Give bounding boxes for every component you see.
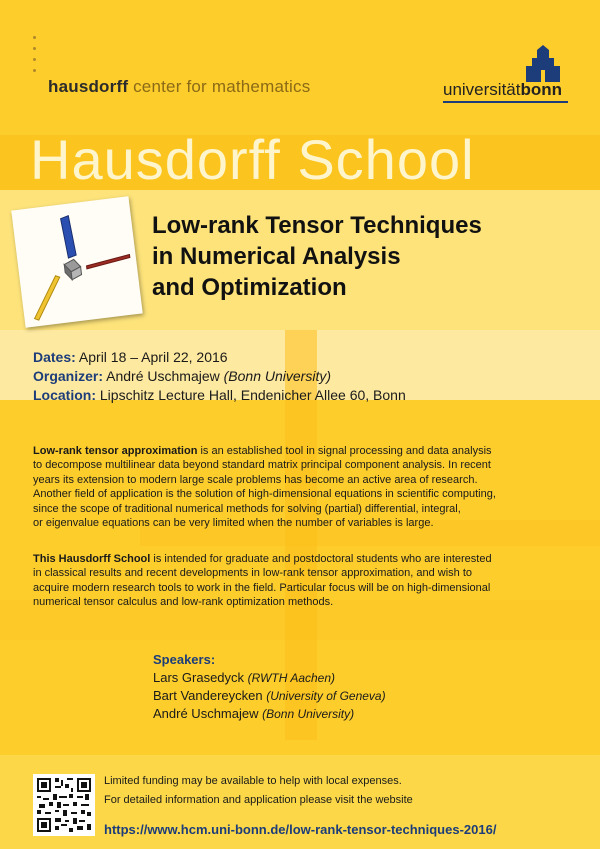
paragraph-line: since the scope of traditional numerical methods for solving (partial) differential, integral, [33, 502, 461, 515]
dates-row [33, 348, 406, 367]
uni-logo-underline [443, 101, 568, 103]
speaker-item [153, 669, 386, 687]
location-value: Lipschitz Lecture Hall, Endenicher Allee 60, Bonn [96, 387, 406, 403]
dates-label: Dates: [33, 349, 76, 365]
speaker-item [153, 705, 386, 723]
event-title-line: and Optimization [152, 274, 347, 301]
hcm-logo-rest: center for mathematics [128, 77, 311, 96]
organizer-row [33, 367, 406, 386]
location-label: Location: [33, 387, 96, 403]
tensor-decomposition-icon [11, 196, 143, 328]
organizer-affiliation: (Bonn University) [223, 368, 331, 384]
speakers-list [153, 651, 386, 723]
speaker-affiliation: (Bonn University) [262, 707, 355, 721]
event-title-line: Low-rank Tensor Techniques [152, 212, 482, 239]
event-title-line: in Numerical Analysis [152, 243, 401, 270]
description-paragraph-2 [33, 552, 578, 610]
paragraph-bold: Low-rank tensor approximation [33, 445, 198, 457]
paragraph-line: in classical results and recent developments in low-rank tensor approximation, and wish to [33, 567, 472, 580]
hcm-logo-bold: hausdorff [48, 77, 129, 96]
organizer-label: Organizer: [33, 368, 104, 384]
qr-code-icon[interactable] [33, 774, 95, 836]
paragraph-line: to decompose multilinear data beyond standard matrix principal component analysis. In recent [33, 459, 491, 472]
tensor-illustration [11, 196, 143, 328]
paragraph-line: or eigenvalue equations can be very limited when the number of variables is large. [33, 517, 434, 530]
funding-line: Limited funding may be available to help with local expenses. [104, 775, 402, 787]
speaker-name: André Uschmajew [153, 706, 263, 721]
funding-note [104, 772, 413, 810]
event-info [33, 348, 406, 405]
hcm-logo [48, 77, 310, 97]
paragraph-line: acquire modern research tools to work in the field. Particular focus will be on high-dimensional [33, 581, 491, 594]
uni-bonn: bonn [520, 80, 563, 99]
paragraph-line: numerical tensor calculus and low-rank optimization methods. [33, 596, 334, 609]
dates-value: April 18 – April 22, 2016 [75, 349, 228, 365]
uni-prefix: universität [443, 80, 521, 99]
dotted-line-decoration [33, 36, 37, 80]
location-row [33, 386, 406, 405]
paragraph-bold: This Hausdorff School [33, 553, 151, 565]
speaker-name: Lars Grasedyck [153, 670, 248, 685]
university-bonn-logo [443, 80, 562, 100]
event-title [152, 210, 482, 303]
speakers-label: Speakers: [153, 652, 216, 667]
paragraph-line: is intended for graduate and postdoctoral students who are interested [150, 553, 492, 565]
paragraph-line: is an established tool in signal processing and data analysis [197, 445, 492, 457]
speaker-name: Bart Vandereycken [153, 688, 267, 703]
organizer-name: André Uschmajew [103, 368, 224, 384]
description-paragraph-1 [33, 444, 578, 530]
funding-line: For detailed information and application please visit the website [104, 794, 413, 806]
paragraph-line: years its extension to modern large scale problems has become an active area of research. [33, 473, 478, 486]
speaker-affiliation: (RWTH Aachen) [247, 671, 336, 685]
website-link[interactable]: https://www.hcm.uni-bonn.de/low-rank-tensor-techniques-2016/ [104, 822, 497, 837]
university-bonn-building-icon [520, 44, 566, 84]
speaker-item [153, 687, 386, 705]
school-title: Hausdorff School [30, 128, 475, 191]
speaker-affiliation: (University of Geneva) [266, 689, 386, 703]
paragraph-line: Another field of application is the solution of high-dimensional equations in scientific computing, [33, 488, 496, 501]
